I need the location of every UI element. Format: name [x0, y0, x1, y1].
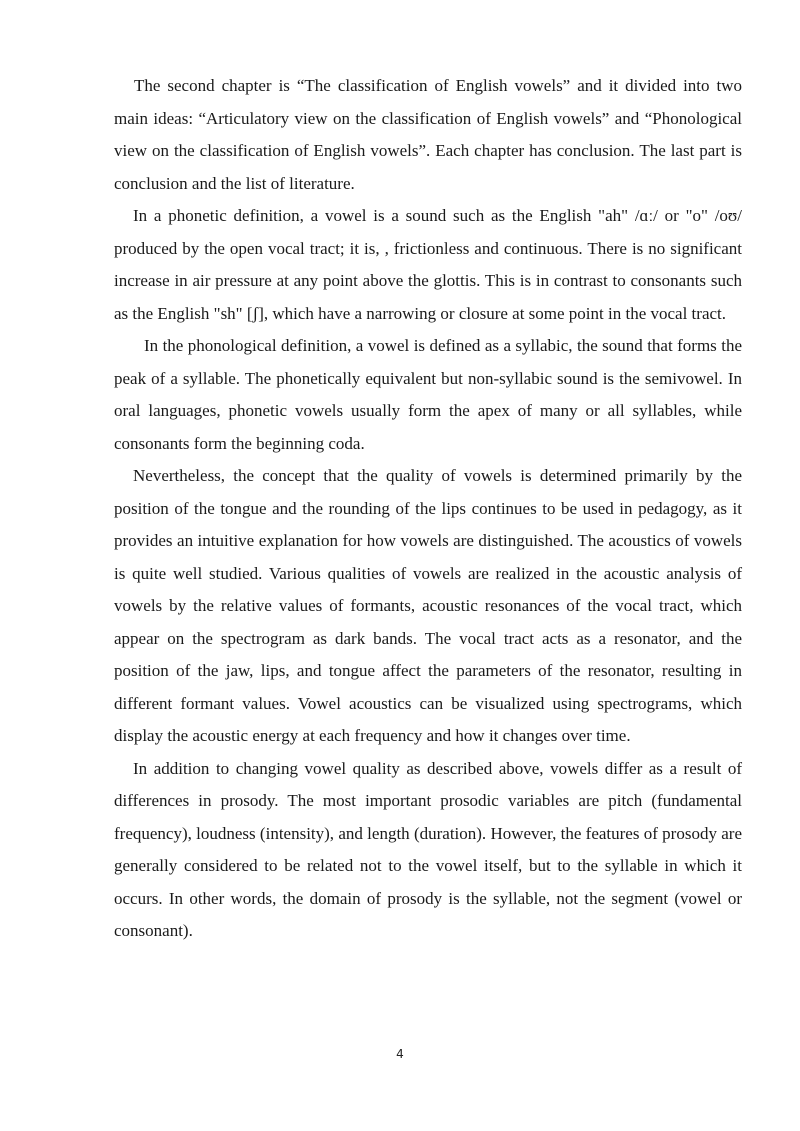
paragraph-phonological-definition: In the phonological definition, a vowel is defined as a syllabic, the sound that forms the peak of a syllable. The phonetically equivalent but non-syllabic sound is the semivowel. In oral languages, phonetic vowels usually form the apex of many or all syllables, while consonants form the beginning coda. [114, 336, 742, 453]
paragraph-prosody: In addition to changing vowel quality as described above, vowels differ as a result of differences in prosody. The most important prosodic variables are pitch (fundamental frequency), loudness (intensity), and length (duration). However, the features of prosody are generally considered to be related not to the vowel itself, but to the syllable in which it occurs. In other words, the domain of prosody is the syllable, not the segment (vowel or consonant). [114, 758, 742, 940]
paragraph-chapter-two-summary: The second chapter is “The classification of English vowels” and it divided into two main ideas: “Articulatory view on the classification of English vowels” and “Phonological view on the classification of English vowels”. Each chapter has conclusion. The last part is conclusion and the list of literature. [114, 76, 742, 193]
paragraph-vowel-acoustics: Nevertheless, the concept that the quality of vowels is determined primarily by the position of the tongue and the rounding of the lips continues to be used in pedagogy, as it provides an intuitive explanation for how vowels are distinguished. The acoustics of vowels is quite well studied. Various qualities of vowels are realized in the acoustic analysis of vowels by the relative values of formants, acoustic resonances of the vocal tract, which appear on the spectrogram as dark bands. The vocal tract acts as a resonator, and the position of the jaw, lips, and tongue affect the parameters of the resonator, resulting in different formant values. Vowel acoustics can be visualized using spectrograms, which display the acoustic energy at each frequency and how it changes over time. [114, 466, 742, 745]
body-text [114, 70, 742, 948]
paragraph-phonetic-definition: In a phonetic definition, a vowel is a sound such as the English "ah" /ɑː/ or "o" /oʊ/ produced by the open vocal tract; it is, , frictionless and continuous. There is no significant increase in air pressure at any point above the glottis. This is in contrast to consonants such as the English "sh" [ʃ], which have a narrowing or closure at some point in the vocal tract. [114, 206, 742, 323]
page-number: 4 [396, 1047, 404, 1061]
